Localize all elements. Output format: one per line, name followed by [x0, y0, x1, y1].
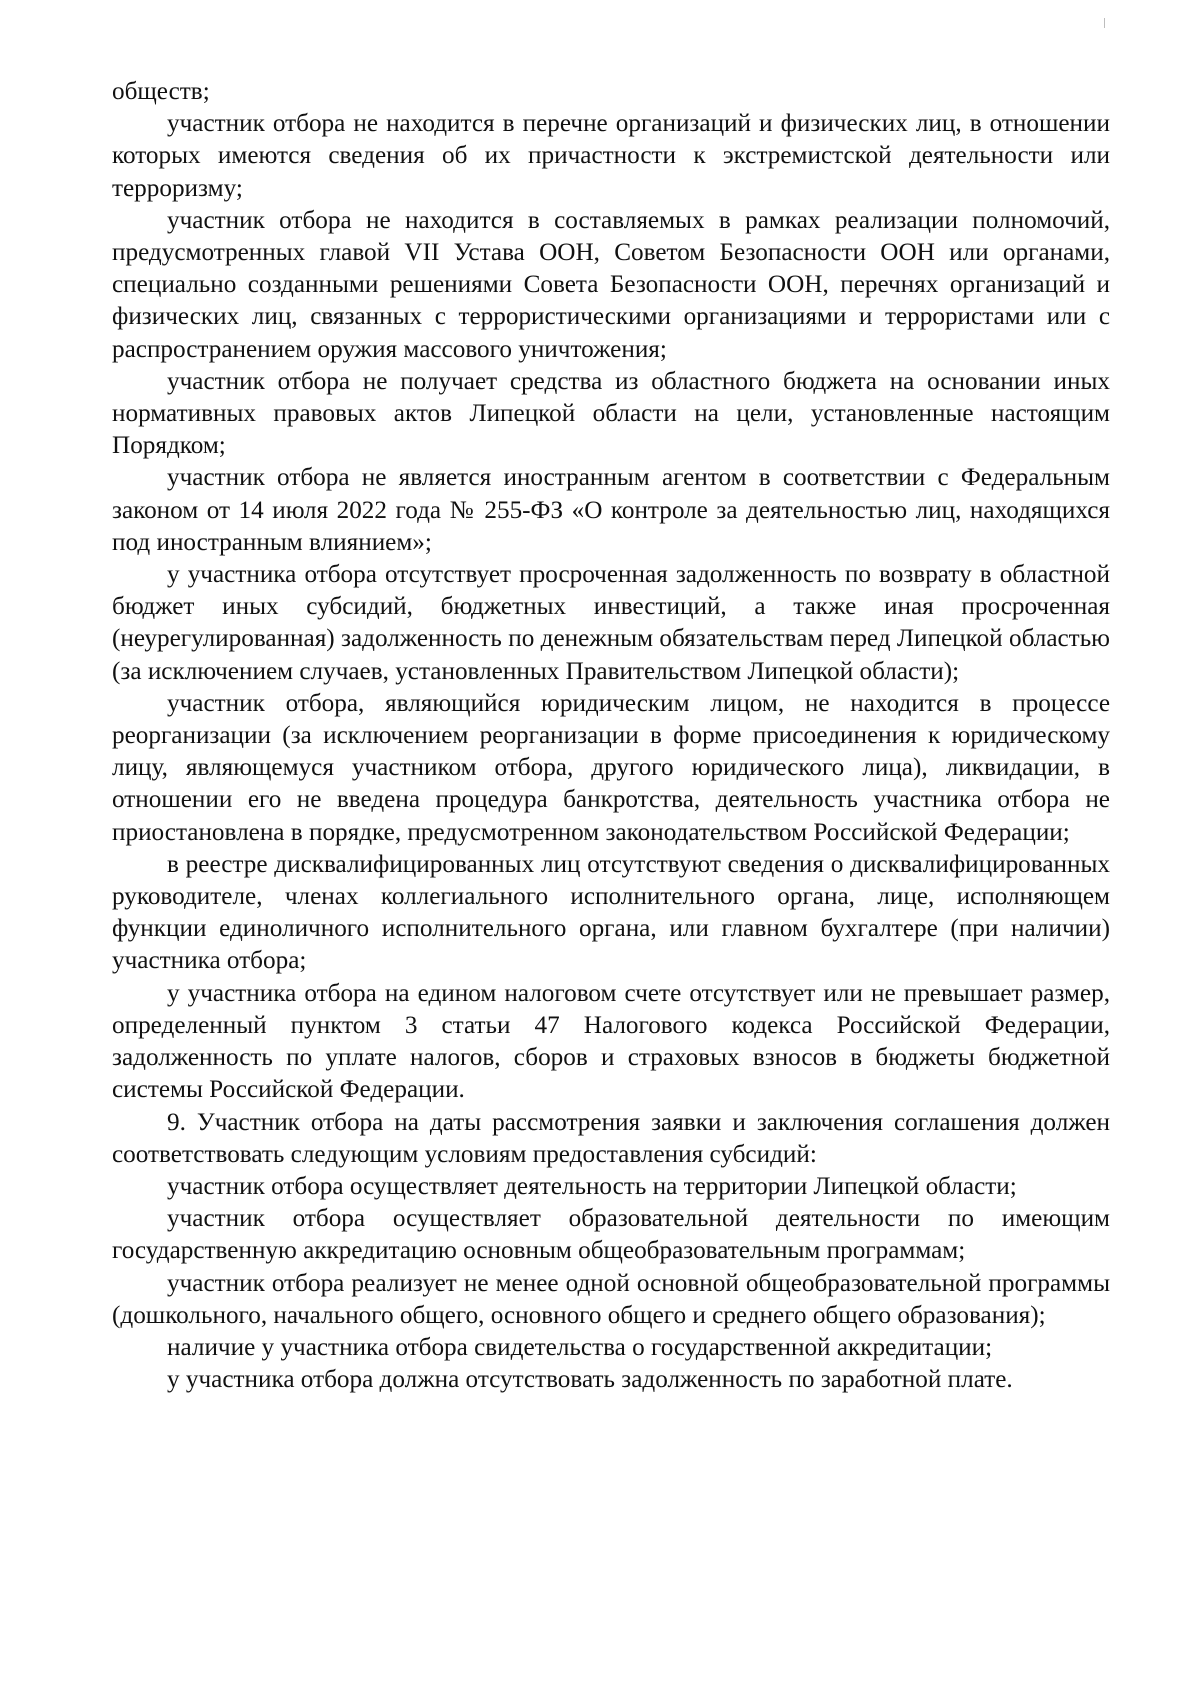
paragraph-section-9: 9. Участник отбора на даты рассмотрения заявки и заключения соглашения должен соответствовать следующим условиям предоставления субсидий: [112, 1108, 1110, 1168]
paragraph-foreign-agent: участник отбора не является иностранным агентом в соответствии с Федеральным законом от 14 июля 2022 года № 255-ФЗ «О контроле за деятельностью лиц, находящихся под иностранным влиянием»; [112, 464, 1110, 556]
paragraph-reorganization: участник отбора, являющийся юридическим лицом, не находится в процессе реорганизации (за исключением реорганизации в форме присоединения к юридическому лицу, являющемуся участником отбора, другого юридического лица), ликвидации, в отношении его не введена процедура банкротства, деятельность участника отбора не приостановлена в порядке, предусмотренном законодательством Российской Федерации; [112, 689, 1110, 846]
paragraph-disqualified-register: в реестре дисквалифицированных лиц отсутствуют сведения о дисквалифицированных руководителе, членах коллегиального исполнительного органа, лице, исполняющем функции единоличного исполнительного органа, или главном бухгалтере (при наличии) участника отбора; [112, 850, 1110, 975]
paragraph-extremism-list: участник отбора не находится в перечне организаций и физических лиц, в отношении которых имеются сведения об их причастности к экстремистской деятельности или терроризму; [112, 110, 1110, 202]
paragraph-lipetsk-territory: участник отбора осуществляет деятельность на территории Липецкой области; [167, 1172, 1017, 1200]
paragraph-general-education-program: участник отбора реализует не менее одной основной общеобразовательной программы (дошкольного, начального общего, основного общего и среднего общего образования); [112, 1269, 1110, 1329]
paragraph-regional-budget: участник отбора не получает средства из областного бюджета на основании иных нормативных правовых актов Липецкой области на цели, установленные настоящим Порядком; [112, 367, 1110, 460]
scan-mark [1104, 18, 1105, 28]
paragraph-tax-account: у участника отбора на едином налоговом счете отсутствует или не превышает размер, определенный пунктом 3 статьи 47 Налогового кодекса Российской Федерации, задолженность по уплате налогов, сборов и страховых взносов в бюджеты бюджетной системы Российской Федерации. [112, 979, 1110, 1104]
paragraph-salary-debt: у участника отбора должна отсутствовать задолженность по заработной плате. [167, 1366, 1013, 1394]
document-body [112, 76, 1110, 1396]
paragraph-un-lists: участник отбора не находится в составляемых в рамках реализации полномочий, предусмотренных главой VII Устава ООН, Советом Безопасности ООН или органами, специально созданными решениями Совета Безопасности ООН, перечнях организаций и физических лиц, связанных с террористическими организациями и террористами или с распространением оружия массового уничтожения; [112, 206, 1110, 363]
paragraph-accreditation-certificate: наличие у участника отбора свидетельства о государственной аккредитации; [167, 1333, 993, 1361]
paragraph-overdue-debt: у участника отбора отсутствует просроченная задолженность по возврату в областной бюджет иных субсидий, бюджетных инвестиций, а также иная просроченная (неурегулированная) задолженность по денежным обязательствам перед Липецкой областью (за исключением случаев, установленных Правительством Липецкой области); [112, 561, 1110, 685]
paragraph-continuation: обществ; [112, 78, 210, 105]
paragraph-accredited-programs: участник отбора осуществляет образовательной деятельности по имеющим государственную аккредитацию основным общеобразовательным программам; [112, 1205, 1110, 1265]
